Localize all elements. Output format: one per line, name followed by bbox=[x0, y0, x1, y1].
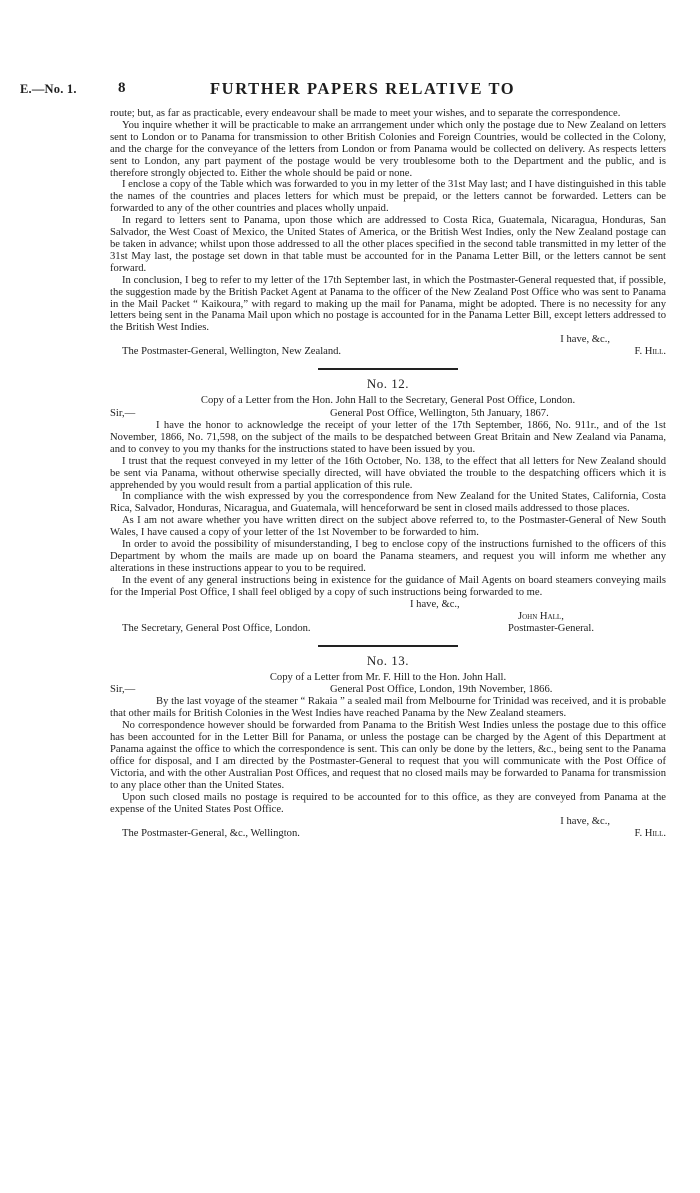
addressee: The Secretary, General Post Office, London. bbox=[122, 622, 311, 634]
closing: I have, &c., bbox=[560, 815, 610, 827]
letter-caption: Copy of a Letter from the Hon. John Hall to the Secretary, General Post Office, London. bbox=[200, 395, 576, 407]
closing: I have, &c., bbox=[560, 334, 610, 346]
paragraph: I enclose a copy of the Table which was forwarded to you in my letter of the 31st May last; and I have distinguished in this table the names of the countries and places letters for which must be prepaid, or the letters cannot be forwarded. Letters can be forwarded to any of the other countries and places wholly unpaid. bbox=[110, 179, 666, 215]
signer: F. Hill. bbox=[634, 827, 666, 839]
series-number: E.—No. 1. bbox=[20, 82, 77, 96]
document-number: No. 12. bbox=[366, 376, 410, 392]
letter-caption: Copy of a Letter from Mr. F. Hill to the Hon. John Hall. bbox=[269, 671, 507, 683]
paragraph: As I am not aware whether you have written direct on the subject above referred to, to the Postmaster-General of New South Wales, I have caused a copy of your letter of the 1st November to be forwarded to him. bbox=[110, 515, 666, 539]
paragraph: In regard to letters sent to Panama, upon those which are addressed to Costa Rica, Guatemala, Nicaragua, Honduras, San Salvador, the West Coast of Mexico, the United States of America, or the British West Indies, only the New Zealand postage can be taken in advance; whilst upon those addressed to all the other places specified in the second table transmitted in my letter of the 31st May last, the postage set down in that table must be accounted for in the Panama Letter Bill, or the letters cannot be sent forward. bbox=[110, 215, 666, 274]
addressee: The Postmaster-General, &c., Wellington. bbox=[122, 827, 300, 839]
section-divider bbox=[318, 368, 458, 370]
signer: F. Hill. bbox=[634, 346, 666, 358]
letter-no-12 bbox=[110, 378, 666, 634]
paragraph: route; but, as far as practicable, every endeavour shall be made to meet your wishes, and to separate the correspondence. bbox=[110, 108, 621, 119]
salutation-line bbox=[110, 408, 666, 420]
signature-block bbox=[110, 816, 666, 840]
addressee: The Postmaster-General, Wellington, New Zealand. bbox=[122, 346, 342, 358]
salutation: Sir,— bbox=[110, 684, 136, 696]
section-divider bbox=[318, 645, 458, 647]
paragraph: In order to avoid the possibility of misunderstanding, I beg to enclose copy of the instructions furnished to the officers of this Department by whom the mails are made up on board the Panama steamers, and request you will inform me whether any alterations in these instructions appear to you to be required. bbox=[110, 539, 666, 574]
signature-block bbox=[110, 599, 666, 635]
closing: I have, &c., bbox=[410, 598, 460, 610]
page-header bbox=[20, 79, 678, 102]
page-number: 8 bbox=[118, 80, 126, 96]
paragraph: Upon such closed mails no postage is required to be accounted for to this office, as they are conveyed from Panama at the expense of the United States Post Office. bbox=[110, 791, 666, 815]
paragraph: You inquire whether it will be practicable to make an arrrangement under which only the postage due to New Zealand on letters sent to London or to Panama for transmission to other British Colonies and Foreign Countries, would be collected in the Colony, and the charge for the conveyance of the letters from London or from Panama would be collected on delivery. As respects letters sent to London, any part payment of the postage would be very troublesome both to the Department and the public, and is therefore strongly objected to. Either the whole should be paid or none. bbox=[110, 119, 666, 179]
paragraph: By the last voyage of the steamer “ Rakaia ” a sealed mail from Melbourne for Trinidad was received, and it is probable that other mails for British Colonies in the West Indies have reached Panama by the New Zealand steamers. bbox=[110, 696, 666, 720]
paragraph: I have the honor to acknowledge the receipt of your letter of the 17th September, 1866, No. 911r., and of the 1st November, 1866, No. 71,598, on the subject of the mails to be despatched between Great Britain and New Zealand via Panama, and to convey to you my thanks for the instructions stated to have been issued by you. bbox=[110, 420, 666, 455]
place-date: General Post Office, London, 19th November, 1866. bbox=[330, 684, 553, 696]
paragraph: In the event of any general instructions being in existence for the guidance of Mail Agents on board steamers conveying mails for the Imperial Post Office, I shall feel obliged by a copy of such instructions being forwarded to me. bbox=[110, 574, 666, 598]
paragraph: No correspondence however should be forwarded from Panama to the British West Indies unless the postage due to this office has been accounted for in the Letter Bill for Panama, or unless the postage can be charged by the Agent of this Department at Panama against the office to which the correspondence is sent. This can only be done by the letters, &c., being sent to the Panama office for disposal, and I am directed by the Postmaster-General to request that you will communicate with the Post Office of Victoria, and with the other Australian Post Offices, and request that no closed mails may be forwarded to Panama for transmission to any place other than the United States. bbox=[110, 720, 666, 791]
signature-block bbox=[110, 334, 666, 358]
continued-letter bbox=[110, 108, 666, 358]
salutation-line bbox=[110, 684, 666, 696]
salutation: Sir,— bbox=[110, 408, 136, 420]
paragraph: In compliance with the wish expressed by you the correspondence from New Zealand for the United States, California, Costa Rica, Salvador, Honduras, Nicaragua, and Guatemala, will henceforward be sent in closed mails addressed to those places. bbox=[110, 491, 666, 515]
running-title: FURTHER PAPERS RELATIVE TO bbox=[210, 79, 516, 98]
paragraph: In conclusion, I beg to refer to my letter of the 17th September last, in which the Postmaster-General requested that, if possible, the suggestion made by the British Packet Agent at Panama to the officer of the New Zealand Post Office who was sent to Panama in the Mail Packet “ Kaikoura,” with regard to making up the mail for Panama, might be adopted. There is no necessity for any letters being sent in the Panama Mail upon which no postage is accounted for in the Panama Letter Bill, except letters addressed to the British West Indies. bbox=[110, 274, 666, 334]
document-body bbox=[110, 108, 666, 840]
signer-title: Postmaster-General. bbox=[508, 622, 594, 634]
place-date: General Post Office, Wellington, 5th January, 1867. bbox=[330, 408, 549, 420]
letter-no-13 bbox=[110, 652, 666, 840]
document-number: No. 13. bbox=[366, 652, 410, 668]
signer: John Hall, bbox=[518, 610, 564, 622]
paragraph: I trust that the request conveyed in my letter of the 16th October, No. 138, to the effect that all letters for New Zealand should be sent via Panama, without otherwise specially directed, will have obviated the trouble to the despatching officers which it is apprehended by you would result from a partial application of this rule. bbox=[110, 455, 666, 491]
